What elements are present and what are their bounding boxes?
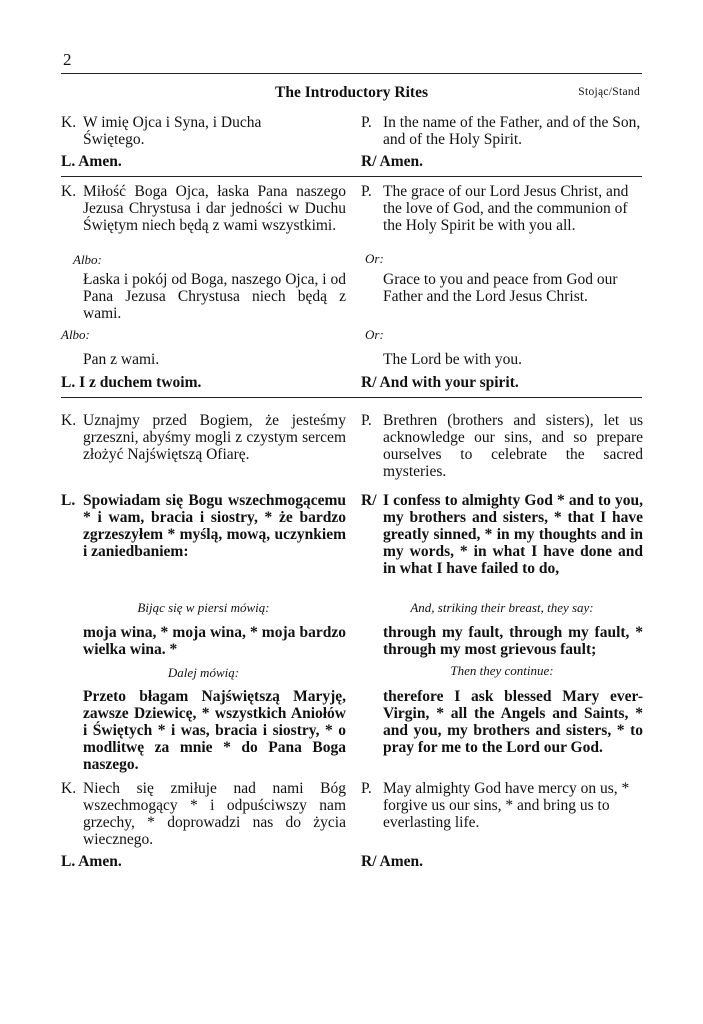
sec3-pl-text: K. Uznajmy przed Bogiem, że jesteśmy grzeszni, abyśmy mogli z czystym sercem złożyć Najświętszą Ofiarę.: [61, 412, 346, 463]
sec3-en-rubric1: And, striking their breast, they say:: [410, 600, 594, 615]
sec3-en-response: R/ Amen.: [361, 853, 423, 870]
sec1-en-text: P. In the name of the Father, and of the Son, and of the Holy Spirit.: [361, 114, 641, 148]
header-rule: [61, 73, 642, 74]
sec2-pl-alt1: Łaska i pokój od Boga, naszego Ojca, i od Pana Jezusa Chrystusa niech będą z wami.: [83, 271, 346, 322]
sec2-pl-or1: Albo:: [73, 252, 102, 267]
sec3-pl-continue: Przeto błagam Najświętszą Maryję, zawsze Dziewicę, * wszystkich Aniołów i Świętych * i was, bracia i siostry, * o modlitwę za mnie * do Pana Boga naszego.: [83, 688, 346, 773]
sec3-pl-confiteor: L. Spowiadam się Bogu wszechmogącemu * i wam, bracia i siostry, * że bardzo zgrzeszyłem * myślą, mową, uczynkiem i zaniedbaniem:: [61, 492, 346, 560]
sec3-en-absolution: P. May almighty God have mercy on us, * forgive us our sins, * and bring us to everlasting life.: [361, 780, 630, 831]
divider: [61, 397, 642, 398]
sec2-en-alt1: Grace to you and peace from God our Father and the Lord Jesus Christ.: [383, 271, 618, 305]
sec2-en-alt2: The Lord be with you.: [383, 351, 523, 368]
sec2-en-or1: Or:: [365, 251, 384, 266]
sec3-en-rubric2: Then they continue:: [450, 663, 554, 678]
sec3-pl-rubric1: Bijąc się w piersi mówią:: [137, 600, 270, 615]
sec2-pl-alt2: Pan z wami.: [83, 351, 160, 368]
sec3-pl-response: L. Amen.: [61, 853, 122, 870]
sec3-en-fault: through my fault, through my fault, * through my most grievous fault;: [383, 624, 643, 658]
section-header: [61, 84, 642, 104]
posture-label: Stojąc/Stand: [578, 86, 640, 98]
sec2-pl-text: K. Miłość Boga Ojca, łaska Pana naszego Jezusa Chrystusa i dar jedności w Duchu Świętym niech będą z wami wszystkimi.: [61, 183, 346, 234]
sec3-en-confiteor: R/ I confess to almighty God * and to you, my brothers and sisters, * that I have greatly sinned, * in my thoughts and in my words, * in what I have done and in what I have failed to do,: [361, 492, 643, 577]
sec1-pl-text: K. W imię Ojca i Syna, i Ducha Świętego.: [61, 114, 262, 148]
sec2-pl-or2: Albo:: [61, 327, 90, 342]
sec1-pl-response: L. Amen.: [61, 153, 122, 170]
sec2-en-text: P. The grace of our Lord Jesus Christ, and the love of God, and the communion of the Holy Spirit be with you all.: [361, 183, 629, 234]
sec3-pl-fault: moja wina, * moja wina, * moja bardzo wielka wina. *: [83, 624, 346, 658]
page-number: 2: [63, 50, 72, 69]
sec2-pl-response: L. I z duchem twoim.: [61, 374, 202, 391]
sec2-en-response: R/ And with your spirit.: [361, 374, 519, 391]
sec2-en-or2: Or:: [365, 327, 384, 342]
sec3-en-text: P. Brethren (brothers and sisters), let us acknowledge our sins, and so prepare ourselves to celebrate the sacred mysteries.: [361, 412, 643, 480]
sec1-en-response: R/ Amen.: [361, 153, 423, 170]
sec3-pl-rubric2: Dalej mówią:: [167, 665, 240, 680]
page-title: The Introductory Rites: [275, 84, 428, 101]
sec3-en-continue: therefore I ask blessed Mary ever-Virgin, * all the Angels and Saints, * and you, my brothers and sisters, * to pray for me to the Lord our God.: [383, 688, 643, 756]
sec3-pl-absolution: K. Niech się zmiłuje nad nami Bóg wszechmogący * i odpuściwszy nam grzechy, * doprowadzi nas do życia wiecznego.: [61, 780, 346, 848]
divider: [61, 176, 642, 177]
